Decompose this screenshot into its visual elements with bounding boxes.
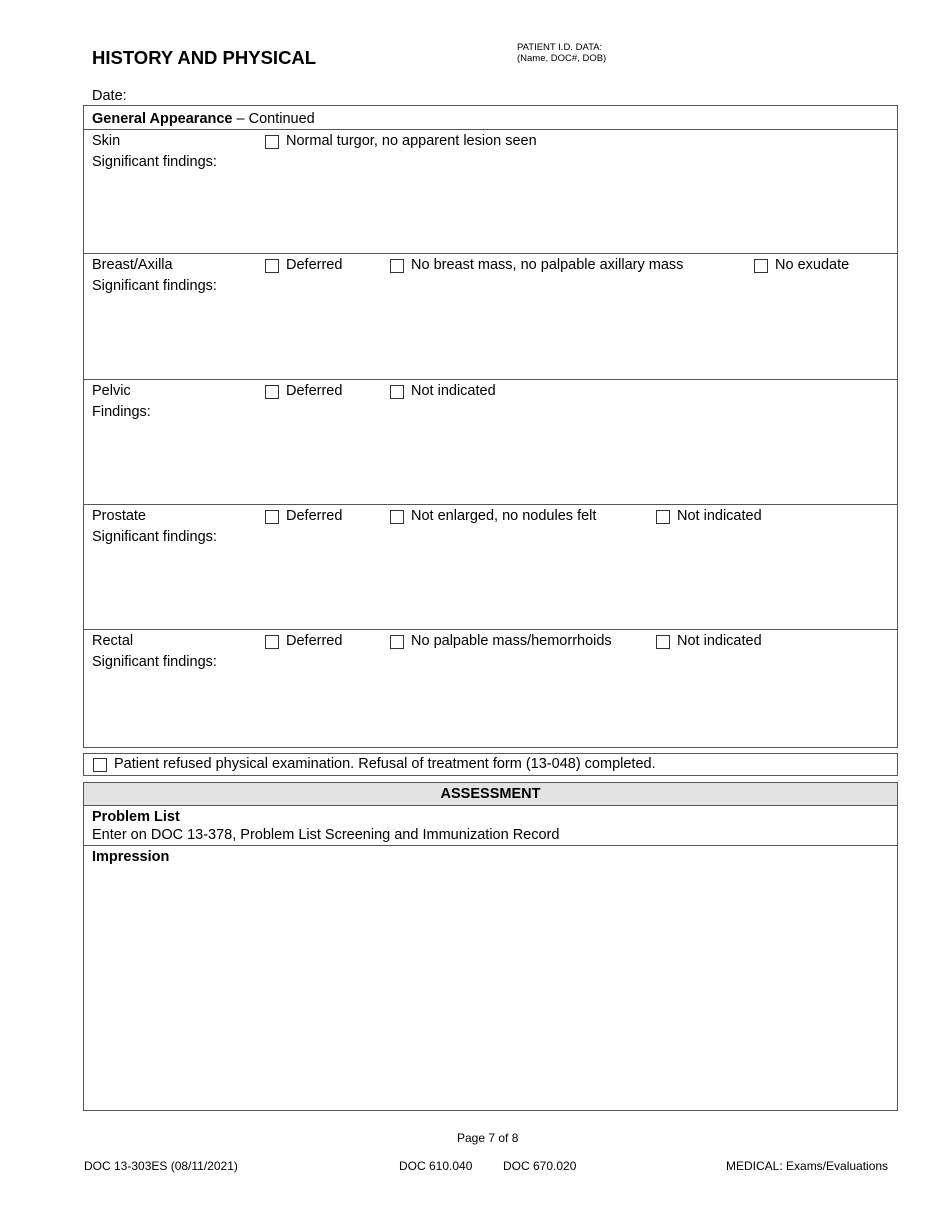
divider [84, 129, 897, 130]
prostate-deferred-label: Deferred [286, 508, 343, 524]
impression-label: Impression [92, 849, 170, 865]
prostate-deferred-checkbox[interactable] [265, 510, 279, 524]
breast-no-mass-label: No breast mass, no palpable axillary mass [411, 257, 684, 273]
refusal-text: Patient refused physical examination. Refusal of treatment form (13-048) completed. [114, 756, 656, 772]
prostate-label: Prostate [92, 508, 146, 524]
divider [84, 845, 897, 846]
skin-normal-label: Normal turgor, no apparent lesion seen [286, 133, 537, 149]
breast-deferred-checkbox[interactable] [265, 259, 279, 273]
skin-normal-checkbox[interactable] [265, 135, 279, 149]
divider [84, 253, 897, 254]
refusal-checkbox[interactable] [93, 758, 107, 772]
problem-list-text: Enter on DOC 13-378, Problem List Screening and Immunization Record [92, 827, 560, 843]
date-label: Date: [92, 88, 127, 104]
divider [84, 504, 897, 505]
general-appearance-heading [92, 111, 315, 128]
form-category: MEDICAL: Exams/Evaluations [726, 1159, 889, 1173]
prostate-not-enlarged-checkbox[interactable] [390, 510, 404, 524]
rectal-deferred-label: Deferred [286, 633, 343, 649]
rectal-no-mass-label: No palpable mass/hemorrhoids [411, 633, 612, 649]
breast-no-exudate-checkbox[interactable] [754, 259, 768, 273]
general-appearance-heading-bold: General Appearance [92, 111, 233, 127]
pelvic-deferred-label: Deferred [286, 383, 343, 399]
pelvic-label: Pelvic [92, 383, 131, 399]
refusal-row [83, 753, 898, 776]
exam-table [83, 105, 898, 748]
rectal-not-indicated-label: Not indicated [677, 633, 762, 649]
pelvic-not-indicated-checkbox[interactable] [390, 385, 404, 399]
prostate-findings-label: Significant findings: [92, 529, 217, 545]
problem-list-label: Problem List [92, 809, 180, 825]
patient-id-line1: PATIENT I.D. DATA: [517, 42, 603, 53]
divider [84, 629, 897, 630]
skin-label: Skin [92, 133, 121, 149]
prostate-not-indicated-label: Not indicated [677, 508, 762, 524]
assessment-table [83, 782, 898, 1111]
breast-no-exudate-label: No exudate [775, 257, 850, 273]
divider [84, 379, 897, 380]
breast-no-mass-checkbox[interactable] [390, 259, 404, 273]
pelvic-not-indicated-label: Not indicated [411, 383, 496, 399]
breast-deferred-label: Deferred [286, 257, 343, 273]
patient-id-label [517, 42, 606, 64]
page-number: Page 7 of 8 [457, 1131, 519, 1145]
rectal-label: Rectal [92, 633, 134, 649]
pelvic-deferred-checkbox[interactable] [265, 385, 279, 399]
skin-findings-label: Significant findings: [92, 154, 217, 170]
impression-field[interactable] [84, 869, 897, 1110]
page-title: HISTORY AND PHYSICAL [92, 47, 317, 68]
rectal-findings-label: Significant findings: [92, 654, 217, 670]
rectal-not-indicated-checkbox[interactable] [656, 635, 670, 649]
general-appearance-heading-rest: – Continued [232, 111, 315, 127]
breast-label: Breast/Axilla [92, 257, 173, 273]
prostate-not-indicated-checkbox[interactable] [656, 510, 670, 524]
rectal-deferred-checkbox[interactable] [265, 635, 279, 649]
policy-ref-1: DOC 610.040 [399, 1159, 473, 1173]
prostate-not-enlarged-label: Not enlarged, no nodules felt [411, 508, 597, 524]
policy-ref-2: DOC 670.020 [503, 1159, 577, 1173]
form-id: DOC 13-303ES (08/11/2021) [84, 1159, 238, 1173]
pelvic-findings-label: Findings: [92, 404, 151, 420]
patient-id-line2: (Name, DOC#, DOB) [517, 53, 607, 64]
breast-findings-label: Significant findings: [92, 278, 217, 294]
rectal-no-mass-checkbox[interactable] [390, 635, 404, 649]
assessment-heading: ASSESSMENT [84, 783, 897, 806]
